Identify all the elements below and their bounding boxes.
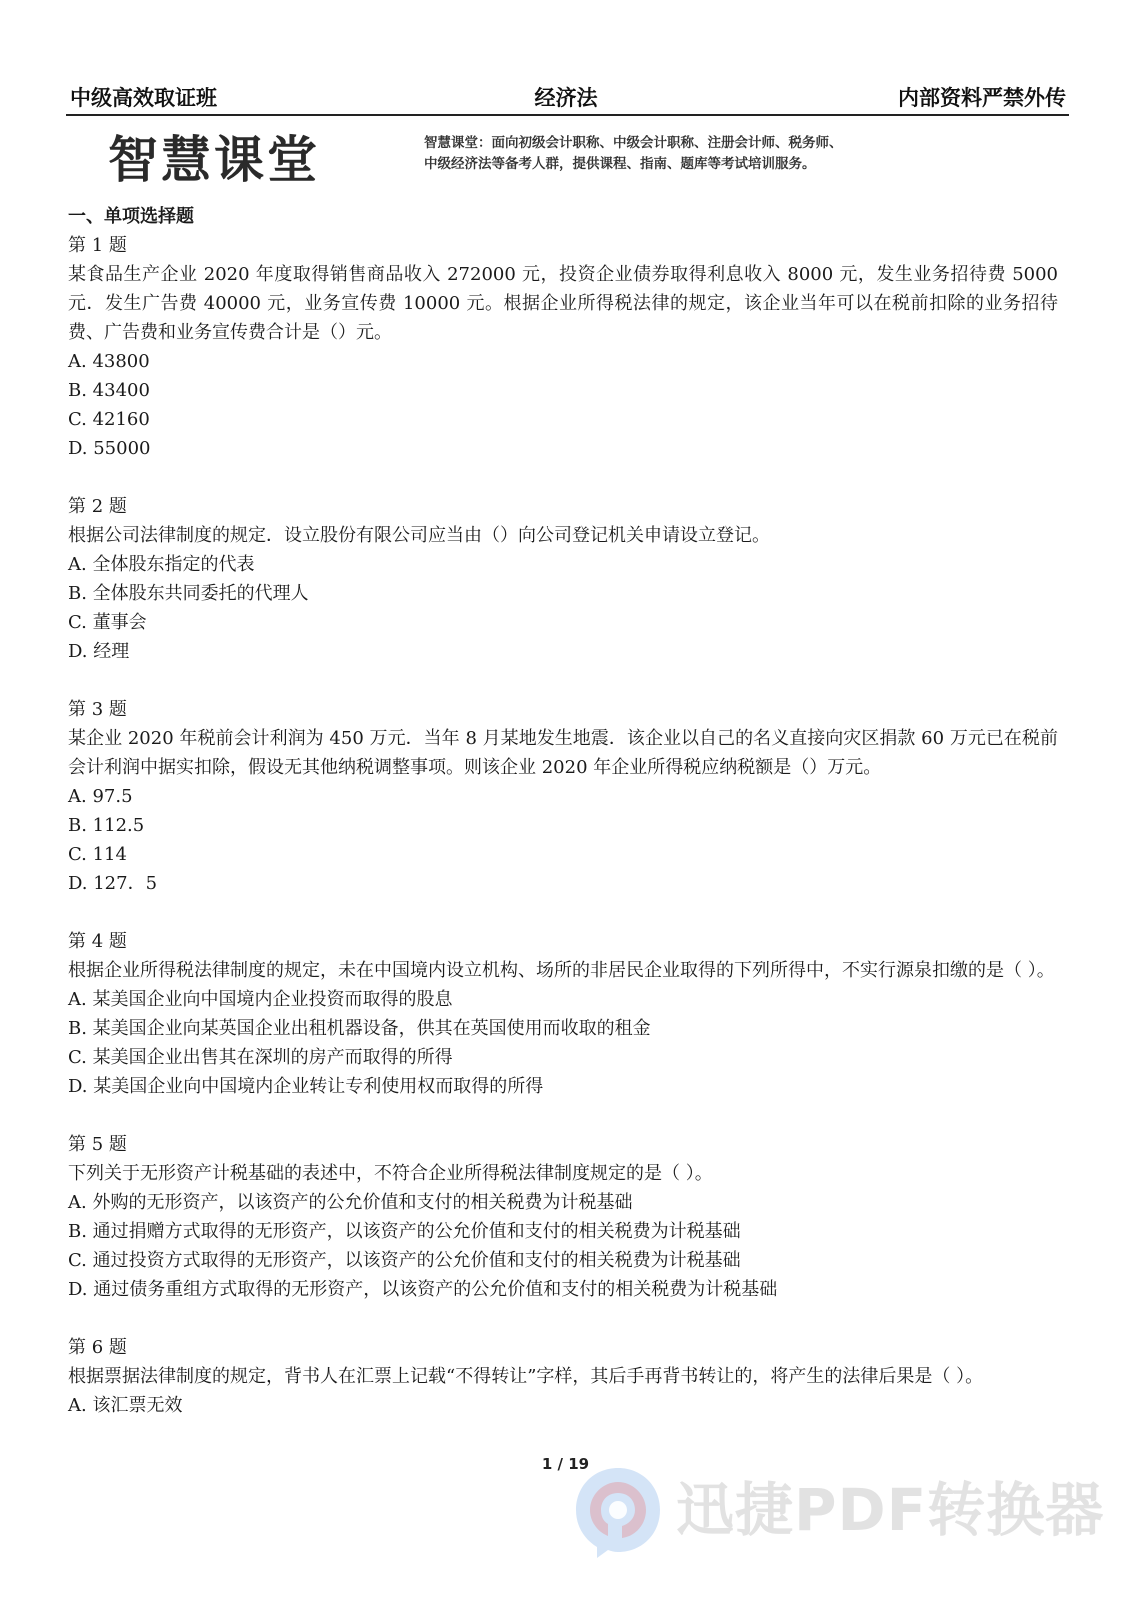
option-b: B. 全体股东共同委托的代理人 [68, 583, 309, 604]
question-4 [68, 927, 1058, 1101]
question-number: 第 3 题 [68, 699, 127, 720]
option-c: C. 某美国企业出售其在深圳的房产而取得的所得 [68, 1047, 453, 1068]
page-number: 1 / 19 [541, 1455, 590, 1473]
question-stem: 根据票据法律制度的规定，背书人在汇票上记载“不得转让”字样，其后手再背书转让的，将产生的法律后果是（ ）。 [68, 1366, 984, 1387]
xunjie-logo-icon [570, 1462, 666, 1562]
question-stem: 某企业 2020 年税前会计利润为 450 万元．当年 8 月某地发生地震．该企业以自己的名义直接向灾区捐款 60 万元已在税前会计利润中据实扣除，假设无其他纳税调整事项。则该企业 2020 年企业所得税应纳税额是（）万元。 [68, 728, 1058, 778]
question-number: 第 1 题 [68, 235, 127, 256]
option-b: B. 43400 [68, 380, 150, 401]
watermark [570, 1462, 1105, 1572]
question-stem: 根据公司法律制度的规定．设立股份有限公司应当由（）向公司登记机关申请设立登记。 [68, 525, 770, 546]
option-c: C. 114 [68, 844, 127, 865]
question-5 [68, 1130, 1058, 1304]
question-stem: 下列关于无形资产计税基础的表述中，不符合企业所得税法律制度规定的是（ ）。 [68, 1163, 713, 1184]
question-stem: 根据企业所得税法律制度的规定，未在中国境内设立机构、场所的非居民企业取得的下列所得中，不实行源泉扣缴的是（ ）。 [68, 960, 1055, 981]
option-d: D. 某美国企业向中国境内企业转让专利使用权而取得的所得 [68, 1076, 544, 1097]
question-2 [68, 492, 1058, 666]
option-a: A. 该汇票无效 [68, 1395, 183, 1416]
option-c: C. 42160 [68, 409, 150, 430]
page-header [66, 82, 1066, 112]
header-left: 中级高效取证班 [70, 86, 217, 110]
header-rule [66, 114, 1069, 116]
option-a: A. 外购的无形资产，以该资产的公允价值和支付的相关税费为计税基础 [68, 1192, 633, 1213]
option-c: C. 通过投资方式取得的无形资产，以该资产的公允价值和支付的相关税费为计税基础 [68, 1250, 741, 1271]
option-d: D. 通过债务重组方式取得的无形资产，以该资产的公允价值和支付的相关税费为计税基础 [68, 1279, 778, 1300]
question-stem: 某食品生产企业 2020 年度取得销售商品收入 272000 元，投资企业债券取得利息收入 8000 元，发生业务招待费 5000 元．发生广告费 40000 元，业务宣传费 10000 元。根据企业所得税法律的规定，该企业当年可以在税前扣除的业务招待费、广告费和业务宣传费合计是（）元。 [68, 264, 1058, 343]
option-a: A. 某美国企业向中国境内企业投资而取得的股息 [68, 989, 453, 1010]
option-d: D. 127．5 [68, 873, 158, 894]
question-list [68, 202, 1058, 1449]
option-b: B. 112.5 [68, 815, 145, 836]
question-number: 第 2 题 [68, 496, 127, 517]
option-a: A. 43800 [68, 351, 150, 372]
brand-tagline: 智慧课堂：面向初级会计职称、中级会计职称、注册会计师、税务师、中级经济法等备考人群，提供课程、指南、题库等考试培训服务。 [424, 135, 843, 172]
section-title: 一、单项选择题 [68, 206, 194, 227]
option-a: A. 97.5 [68, 786, 133, 807]
question-6 [68, 1333, 1058, 1420]
option-b: B. 某美国企业向某英国企业出租机器设备，供其在英国使用而收取的租金 [68, 1018, 651, 1039]
option-a: A. 全体股东指定的代表 [68, 554, 255, 575]
question-number: 第 6 题 [68, 1337, 127, 1358]
question-3 [68, 695, 1058, 898]
header-center: 经济法 [534, 86, 598, 110]
question-1 [68, 231, 1058, 463]
option-d: D. 经理 [68, 641, 130, 662]
option-d: D. 55000 [68, 438, 151, 459]
header-right: 内部资料严禁外传 [898, 86, 1066, 110]
question-number: 第 4 题 [68, 931, 127, 952]
option-b: B. 通过捐赠方式取得的无形资产，以该资产的公允价值和支付的相关税费为计税基础 [68, 1221, 741, 1242]
watermark-text: 迅捷PDF转换器 [676, 1476, 1105, 1544]
brand-logo: 智慧课堂 [108, 131, 320, 189]
option-c: C. 董事会 [68, 612, 147, 633]
question-number: 第 5 题 [68, 1134, 127, 1155]
